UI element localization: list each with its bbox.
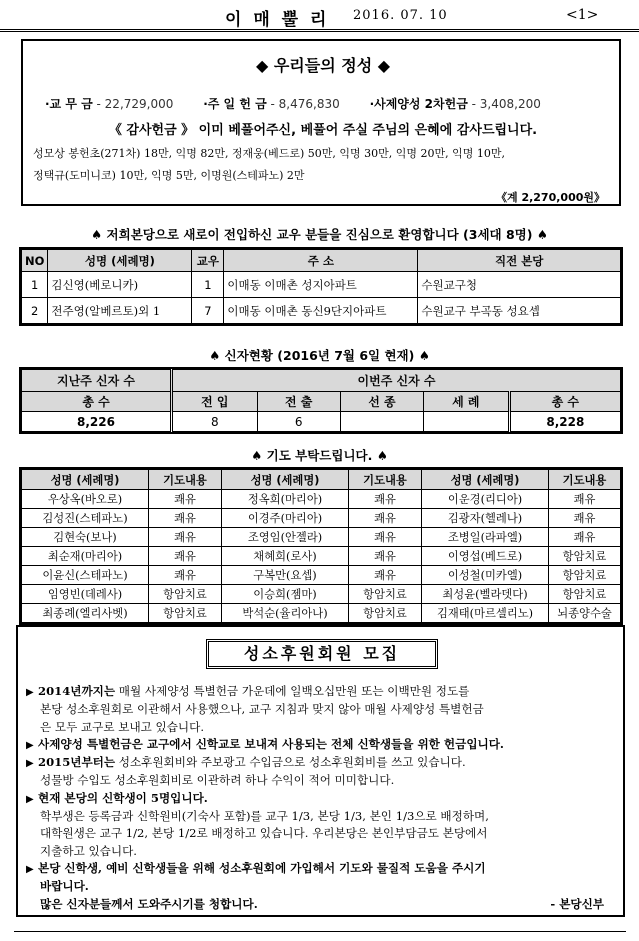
col-header: 선 종 — [340, 392, 423, 412]
cell: 쾌유 — [549, 490, 621, 509]
recruit-text: 많은 신자분들께서 도와주시기를 청합니다. — [40, 896, 258, 911]
offering-label: ·교 무 금 — [45, 97, 93, 111]
cell: 항암치료 — [349, 604, 422, 623]
cell: 쾌유 — [149, 528, 222, 547]
cell: 쾌유 — [149, 509, 222, 528]
col-header: 직전 본당 — [418, 250, 621, 272]
cell: 김현숙(보나) — [22, 528, 149, 547]
table-row — [22, 585, 621, 604]
table-row — [22, 412, 621, 432]
cell: 쾌유 — [549, 528, 621, 547]
cell: 쾌유 — [349, 509, 422, 528]
triangle-bullet-icon: ▶ — [26, 863, 34, 875]
cell: 김성진(스테파노) — [22, 509, 149, 528]
triangle-bullet-icon: ▶ — [26, 793, 34, 805]
last-week-header: 지난주 신자 수 — [22, 370, 172, 392]
cell: 최성윤(벨라뎃다) — [422, 585, 549, 604]
welcome-table — [21, 249, 621, 324]
cell: 쾌유 — [349, 490, 422, 509]
recruit-text: 본당 성소후원회로 이관해서 사용했으나, 교구 지침과 맞지 않아 매월 사제양성 특별헌금 — [40, 702, 484, 717]
triangle-bullet-icon: ▶ — [26, 739, 34, 751]
believers-table — [21, 369, 621, 432]
recruit-text: 현재 본당의 신학생이 5명입니다. — [38, 790, 208, 805]
table-row — [22, 566, 621, 585]
recruit-text: 성소후원회비와 주보광고 수입금으로 성소후원회비를 쓰고 있습니다. — [115, 755, 466, 770]
cell: 조영임(안젤라) — [222, 528, 349, 547]
cell: 이경주(마리아) — [222, 509, 349, 528]
col-header: 총 수 — [509, 392, 620, 412]
thanks-heading: 《 감사헌금 》 이미 베풀어주신, 베풀어 주실 주님의 은혜에 감사드립니다. — [108, 123, 538, 138]
cell: 우상옥(바오로) — [22, 490, 149, 509]
offering-label: ·사제양성 2차헌금 — [369, 97, 468, 111]
offering-value: - 3,408,200 — [471, 97, 541, 111]
cell: 이매동 이매촌 동신9단지아파트 — [224, 298, 418, 324]
recruit-text: 사제양성 특별헌금은 교구에서 신학교로 보내져 사용되는 전체 신학생들을 위한 헌금입니다. — [38, 736, 504, 751]
believers-title: ♠ 신자현황 (2016년 7월 6일 현재) ♠ — [209, 348, 430, 363]
triangle-bullet-icon: ▶ — [26, 687, 34, 698]
recruit-title: 성소후원회원 모집 — [206, 639, 438, 669]
table-row — [22, 547, 621, 566]
cell: 김재태(마르셀리노) — [422, 604, 549, 623]
recruit-text: 지출하고 있습니다. — [40, 843, 137, 858]
cell: 8,226 — [22, 412, 172, 432]
cell: 쾌유 — [349, 566, 422, 585]
cell: 최순재(마리아) — [22, 547, 149, 566]
cell: 이운경(리디아) — [422, 490, 549, 509]
cell: 6 — [257, 412, 340, 432]
col-header: 기도내용 — [549, 470, 621, 490]
thanks-total: 《계 2,270,000원》 — [495, 191, 605, 204]
cell: 8 — [172, 412, 258, 432]
cell: 이윤신(스테파노) — [22, 566, 149, 585]
cell: 항암치료 — [549, 547, 621, 566]
table-row — [22, 604, 621, 623]
cell: 항암치료 — [149, 604, 222, 623]
welcome-title: ♠ 저희본당으로 새로이 전입하신 교우 분들을 진심으로 환영합니다 (3세대 8명) ♠ — [90, 227, 548, 242]
cell: 쾌유 — [149, 490, 222, 509]
cell: 7 — [192, 298, 224, 324]
cell: 쾌유 — [149, 566, 222, 585]
page-number: <1> — [566, 7, 599, 23]
table-row — [22, 490, 621, 509]
offering-value: - 8,476,830 — [270, 97, 340, 111]
this-week-header: 이번주 신자 수 — [172, 370, 621, 392]
offering-box — [21, 39, 621, 206]
recruit-text: 본당 신학생, 예비 신학생들을 위해 성소후원회에 가입해서 기도와 물질적 도움을 주시기 — [38, 860, 486, 875]
col-header: 총 수 — [22, 392, 172, 412]
table-row — [22, 509, 621, 528]
recruit-text: 성물방 수입도 성소후원회비로 이관하려 하나 수익이 적어 미미합니다. — [40, 773, 395, 788]
col-header: 기도내용 — [149, 470, 222, 490]
cell: 1 — [22, 272, 48, 298]
recruit-text: 2014년까지는 — [38, 684, 116, 698]
col-header: 주 소 — [224, 250, 418, 272]
offering-amounts — [45, 95, 541, 112]
signature: - 본당신부 — [550, 896, 604, 911]
cell — [424, 412, 510, 432]
recruit-box — [16, 625, 625, 917]
recruit-text: 매월 사제양성 특별헌금 가운데에 일백오십만원 또는 이백만원 정도를 — [115, 684, 470, 698]
table-row — [22, 298, 621, 324]
col-header: NO — [22, 250, 48, 272]
cell: 항암치료 — [549, 566, 621, 585]
prayer-table — [21, 469, 621, 623]
bottom-divider — [14, 931, 626, 932]
offering-title: ◆ 우리들의 정성 ◆ — [255, 56, 391, 75]
cell — [340, 412, 423, 432]
cell: 이영섭(베드로) — [422, 547, 549, 566]
cell: 2 — [22, 298, 48, 324]
cell: 김광자(헬레나) — [422, 509, 549, 528]
offering-label: ·주 일 헌 금 — [203, 97, 267, 111]
cell: 조병일(라파엘) — [422, 528, 549, 547]
recruit-text: 대학원생은 교구 1/2, 본당 1/2로 배정하고 있습니다. 우리본당은 본인부담금도 본당에서 — [40, 826, 488, 841]
cell: 1 — [192, 272, 224, 298]
cell: 항암치료 — [549, 585, 621, 604]
cell: 쾌유 — [349, 528, 422, 547]
cell: 채혜희(로사) — [222, 547, 349, 566]
cell: 수원교구 부곡동 성요셉 — [418, 298, 621, 324]
bulletin-date: 2016. 07. 10 — [353, 8, 448, 23]
col-header: 기도내용 — [349, 470, 422, 490]
cell: 쾌유 — [149, 547, 222, 566]
cell: 김신영(베로니카) — [48, 272, 192, 298]
cell: 8,228 — [509, 412, 620, 432]
thanks-detail — [33, 143, 613, 187]
offering-value: - 22,729,000 — [96, 97, 174, 111]
col-header: 교우 — [192, 250, 224, 272]
cell: 수원교구청 — [418, 272, 621, 298]
col-header: 성명 (세례명) — [422, 470, 549, 490]
recruit-text: 은 모두 교구로 보내고 있습니다. — [40, 719, 205, 734]
col-header: 전 출 — [257, 392, 340, 412]
table-row — [22, 272, 621, 298]
cell: 임영빈(데레사) — [22, 585, 149, 604]
cell: 항암치료 — [349, 585, 422, 604]
recruit-body — [26, 683, 622, 913]
triangle-bullet-icon: ▶ — [26, 758, 34, 770]
thanks-detail-line: 정택규(도미니코) 10만, 익명 5만, 이명원(스테파노) 2만 — [33, 169, 305, 182]
col-header: 성명 (세례명) — [222, 470, 349, 490]
bulletin-header — [0, 0, 639, 32]
recruit-text: 바랍니다. — [40, 879, 89, 894]
cell: 항암치료 — [149, 585, 222, 604]
cell: 뇌종양수술 — [549, 604, 621, 623]
recruit-text: 2015년부터는 — [38, 755, 116, 770]
col-header: 세 례 — [424, 392, 510, 412]
col-header: 성명 (세례명) — [48, 250, 192, 272]
cell: 최종례(엘리사벳) — [22, 604, 149, 623]
cell: 구복만(요셉) — [222, 566, 349, 585]
prayer-title: ♠ 기도 부탁드립니다. ♠ — [251, 448, 388, 463]
cell: 정옥희(마리아) — [222, 490, 349, 509]
col-header: 전 입 — [172, 392, 258, 412]
thanks-detail-line: 성모상 봉헌초(271차) 18만, 익명 82만, 정재웅(베드로) 50만, 익명 30만, 익명 20만, 익명 10만, — [33, 147, 505, 160]
cell: 전주영(알베르토)외 1 — [48, 298, 192, 324]
col-header: 성명 (세례명) — [22, 470, 149, 490]
cell: 이승희(젬마) — [222, 585, 349, 604]
table-row — [22, 528, 621, 547]
cell: 이성철(미카엘) — [422, 566, 549, 585]
cell: 쾌유 — [349, 547, 422, 566]
bulletin-title: 이 매 뿔 리 — [225, 10, 330, 30]
cell: 박석순(율리아나) — [222, 604, 349, 623]
cell: 쾌유 — [549, 509, 621, 528]
recruit-text: 학부생은 등록금과 신학원비(기숙사 포함)를 교구 1/3, 본당 1/3, 본인 1/3으로 배정하며, — [40, 809, 489, 824]
cell: 이매동 이매촌 성지아파트 — [224, 272, 418, 298]
